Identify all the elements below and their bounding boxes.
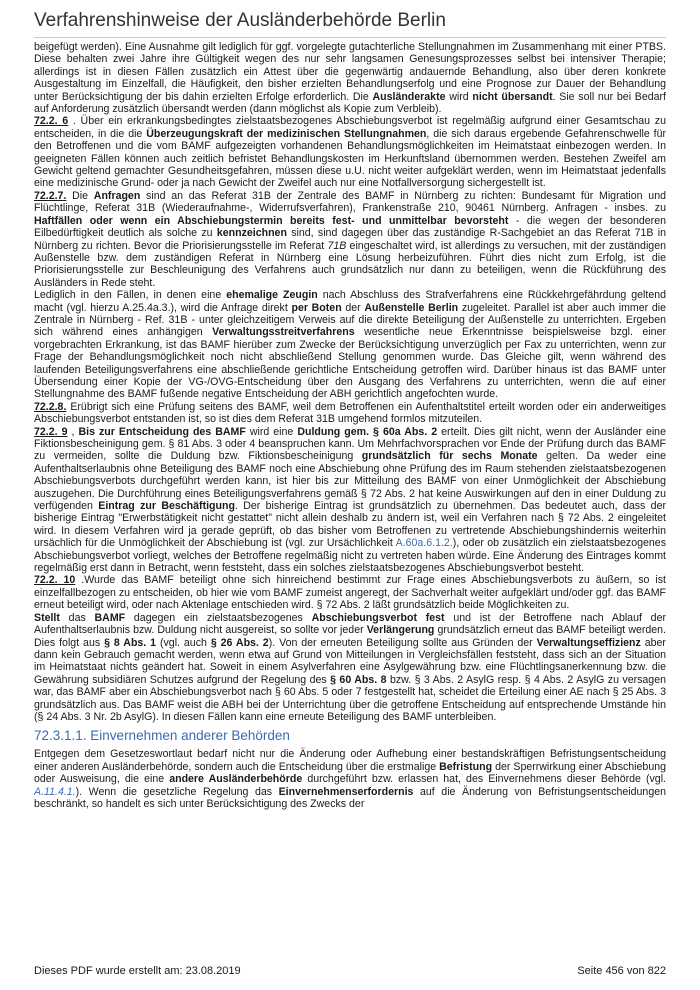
- paragraph: Stellt das BAMF dagegen ein zielstaatsbezogenes Abschiebungsverbot fest und ist der Betroffene nach Ablauf der Aufenthaltserlaubnis bzw. Duldung nicht ausgereist, so sollte vor jeder Verlängerung grundsätzlich erneut das BAMF beteiligt werden. Dies folgt aus § 8 Abs. 1 (vgl. auch § 26 Abs. 2). Von der erneuten Beteiligung sollte aus Gründen der Verwaltungseffizienz aber dann kein Gebrauch gemacht werden, wenn etwa auf Grund von Mitteilungen in Vergleichsfällen feststeht, dass sich an der Situation im Heimatstaat nichts geändert hat. Soweit in einem Asylverfahren eine Asylgewährung bzw. eine Flüchtlingsanerkennung bzw. die Gewährung subsidiären Schutzes aufgrund der Regelung des § 60 Abs. 8 bzw. § 3 Abs. 2 AsylG resp. § 4 Abs. 2 AsylG zu versagen war, das BAMF aber ein Abschiebungsverbot nach § 60 Abs. 5 oder 7 festgestellt hat, scheidet die Erteilung einer AE nach § 25 Abs. 3 grundsätzlich aus. Das BAMF weist die ABH bei der Unterrichtung über die getroffene Entscheidung auf entsprechende Umstände hin (§ 24 Abs. 3 Nr. 2b AsylG). In diesen Fällen kann eine erneute Beteiligung des BAMF unterbleiben.: [34, 611, 666, 723]
- paragraph-72-2-7: 72.2.7. Die Anfragen sind an das Referat 31B der Zentrale des BAMF in Nürnberg zu richten: Bundesamt für Migration und Flüchtlinge, Referat 31B (Wiederaufnahme-, Widerrufsverfahren), Frankenstraße 210, 90461 Nürnberg. Anfragen - insbes. zu Haftfällen oder wenn ein Abschiebungstermin bereits fest- und unmittelbar bevorsteht - die wegen der besonderen Eilbedürftigkeit deutlich als solche zu kennzeichnen sind, sind dagegen über das zuständige R-Sachgebiet an das Referat 71B in Nürnberg zu richten. Bevor die Priorisierungsstelle im Referat 71B eingeschaltet wird, ist allerdings zu versuchen, mit der zuständigen Außenstelle bzw. dem zuständigen Referat in Nürnberg eine Lösung herbeizuführen. Führt dies nicht zum Erfolg, ist die Priorisierungsstelle zur Beschleunigung des Verfahrens auch grundsätzlich nur dann zu beteiligen, wenn die Rückführung des Ausländers in Rede steht.: [34, 189, 666, 289]
- section-number: 72.2.7.: [34, 189, 67, 202]
- paragraph-72-2-6: 72.2. 6 . Über ein erkrankungsbedingtes zielstaatsbezogenes Abschiebungsverbot ist regelmäßig aufgrund einer Gesamtschau zu entscheiden, in die die Überzeugungskraft der medizinischen Stellungnahmen, die sich daraus ergebende Gefahrenschwelle für den Betroffenen und die vom BAMF aufgezeigten vorhandenen Behandlungsmöglichkeiten im Heimatstaat einbezogen werden. In geeigneten Fällen können auch zeitlich befristet Behandlungskosten im Herkunftsland übernommen werden. Bestehen Zweifel am Gewicht geltend gemachter Gesundheitsgefahren, müssen diese u.U. nicht weiter aufgeklärt werden, wenn im Heimatstaat jedenfalls eine medizinische Grund- oder ja nach Gewicht der Zweifel auch nur eine Notfallversorgung sichergestellt ist.: [34, 115, 666, 190]
- paragraph: Entgegen dem Gesetzeswortlaut bedarf nicht nur die Änderung oder Aufhebung einer bestandskräftigen Befristungsentscheidung einer anderen Ausländerbehörde, sondern auch die Entscheidung über die erstmalige Befristung der Sperrwirkung einer Abschiebung oder Ausweisung, die eine andere Ausländerbehörde durchgeführt bzw. erlassen hat, des Einvernehmens dieser Behörde (vgl. A.11.4.1.). Wenn die gesetzliche Regelung das Einvernehmenserfordernis auf die Änderung von Befristungsentscheidungen beschränkt, so handelt es sich unter Berücksichtigung des Zwecks der: [34, 748, 666, 810]
- paragraph: Lediglich in den Fällen, in denen eine ehemalige Zeugin nach Abschluss des Strafverfahrens eine Rückkehrgefährdung geltend macht (vgl. hierzu A.25.4a.3.), wird die Anfrage direkt per Boten der Außenstelle Berlin zugeleitet. Parallel ist aber auch immer die Zentrale in Nürnberg - Ref. 31B - unter gleichzeitigem Verweis auf die direkte Beteiligung der Außenstelle zu unterrichten. Ergeben sich während eines anhängigen Verwaltungsstreitverfahrens wesentliche neue Erkenntnisse beispielsweise bzgl. einer vorgebrachten Erkrankung, ist das BAMF hierüber zum Zwecke der Berücksichtigung unverzüglich per Fax zu unterrichten, wenn zur Frage der Behandlungsmöglichkeit noch nicht abschließend Stellung genommen wurde. Das Gleiche gilt, wenn während des laufenden Beteiligungsverfahrens eine abschließende gerichtliche Entscheidung getroffen wird. Darüber hinaus ist das BAMF unter Übersendung einer Kopie der VG-/OVG-Entscheidung über den Ausgang des Verfahrens zu unterrichten, wenn die auf einer Stellungnahme des BAMF fußende negative Entscheidung der ABH gerichtlich angefochten wurde.: [34, 289, 666, 401]
- page-number: Seite 456 von 822: [577, 965, 666, 977]
- paragraph: beigefügt werden). Eine Ausnahme gilt lediglich für ggf. vorgelegte gutachterliche Stellungnahmen im Zusammenhang mit einer PTBS. Diese behalten zwei Jahre ihre Gültigkeit wegen des nur sehr langsamen Genesungsprozesses selbst bei intensiver Therapie; allerdings ist in diesen Fällen zusätzlich ein Attest über die gegenwärtig andauernde Behandlung, also über deren konkrete Ausgestaltung im Einzelfall, die Häufigkeit, den bisher erzielten Behandlungserfolg und eine Prognose zur Dauer der Behandlung unter Berücksichtigung der bis dahin erzielten Erfolge erforderlich. Die Ausländerakte wird nicht übersandt. Sie soll nur bei Bedarf auf Anforderung zusätzlich übersandt werden (dann möglichst als Kopie zum Verbleib).: [34, 41, 666, 116]
- section-number: 72.2. 10: [34, 574, 76, 587]
- paragraph-72-2-10: 72.2. 10 .Wurde das BAMF beteiligt ohne sich hinreichend bestimmt zur Frage eines Abschiebungsverbots zu äußern, so ist einzelfallbezogen zu entscheiden, ob hier wie vom BAMF zumeist angeregt, der Sachverhalt weiter aufgeklärt und/oder ggf. das BAMF erneut beteiligt wird, oder nach Aktenlage entschieden wird. § 72 Abs. 2 läßt grundsätzlich beide Möglichkeiten zu.: [34, 574, 666, 612]
- section-heading: 72.3.1.1. Einvernehmen anderer Behörden: [34, 728, 290, 744]
- paragraph-72-2-8: 72.2.8. Erübrigt sich eine Prüfung seitens des BAMF, weil dem Betroffenen ein Aufenthaltstitel erteilt worden oder ein anderweitiges Abschiebungsverbot entstanden ist, so ist dies dem Referat 31B umgehend formlos mitzuteilen.: [34, 400, 666, 426]
- page-footer: [34, 965, 666, 977]
- section-number: 72.2. 6: [34, 115, 69, 128]
- document-body: [34, 41, 666, 963]
- page-header: [34, 10, 666, 38]
- cross-reference-link[interactable]: A.60a.6.1.2.: [395, 537, 453, 550]
- cross-reference-link[interactable]: A.11.4.1.: [34, 785, 76, 798]
- creation-date: Dieses PDF wurde erstellt am: 23.08.2019: [34, 965, 241, 977]
- page-title: Verfahrenshinweise der Ausländerbehörde Berlin: [34, 10, 446, 31]
- paragraph-72-2-9: 72.2. 9 , Bis zur Entscheidung des BAMF wird eine Duldung gem. § 60a Abs. 2 erteilt. Dies gilt nicht, wenn der Ausländer eine Fiktionsbescheinigung gem. § 81 Abs. 3 oder 4 beanspruchen kann. Um Mehrfachvorsprachen vor Ende der Prüfung durch das BAMF zu vermeiden, sollte die Duldung bzw. Fiktionsbescheinigung grundsätzlich für sechs Monate gelten. Da weder eine Aufenthaltserlaubnis ohne Beteiligung des BAMF noch eine Abschiebung ohne Prüfung des im Raum stehenden zielstaatsbezogenen Abschiebungsverbots durchgeführt werden kann, ist hier bis zur Mitteilung des BAMF von einer Unmöglichkeit der Abschiebung auszugehen. Die Durchführung eines Beteiligungsverfahrens gemäß § 72 Abs. 2 hat keine Auswirkungen auf den in einer Duldung zu verfügenden Eintrag zur Beschäftigung. Der bisherige Eintrag ist grundsätzlich zu übernehmen. Das bedeutet auch, dass der bisherige Eintrag "Erwerbstätigkeit nicht gestattet" nicht allein deshalb zu ändern ist, weil ein Verfahren nach § 72 Abs. 2 eingeleitet wird. In diesem Verfahren wird ja gerade geprüft, ob das bisher vom Betroffenen zu vertretende Abschiebungshindernis weiterhin ursächlich für die Unmöglichkeit der Abschiebung ist (vgl. zur Ursächlichkeit A.60a.6.1.2.), oder ob zusätzlich ein zielstaatsbezogenes Abschiebungsverbot vorliegt, welches der Betroffene regelmäßig nicht zu vertreten haben würde. Eine Änderung des Eintrages kommt regelmäßig erst dann in Betracht, wenn feststeht, dass ein solches zielstaatsbezogenes Abschiebungsverbot besteht.: [34, 425, 666, 575]
- section-number: 72.2. 9: [34, 425, 68, 438]
- section-number: 72.2.8.: [34, 400, 67, 413]
